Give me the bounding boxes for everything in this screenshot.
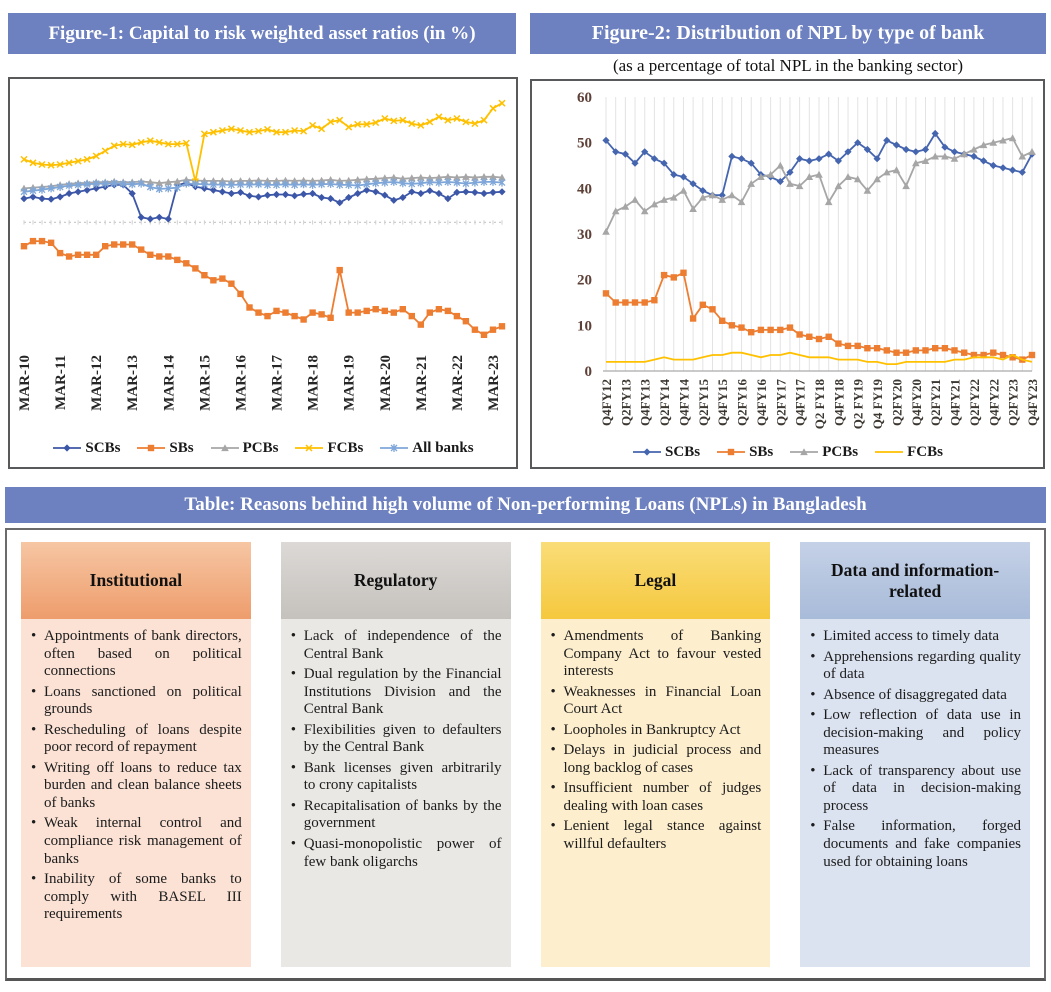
legend-marker-all-banks-icon — [379, 442, 409, 454]
legend-marker-fcbs-icon — [874, 446, 904, 458]
x-axis-tick: MAR-15 — [197, 355, 214, 411]
x-axis-tick: MAR-11 — [53, 355, 70, 410]
legend-label: SBs — [749, 443, 774, 460]
column-header-institutional: Institutional — [21, 542, 251, 619]
y-axis-tick: 10 — [577, 318, 592, 335]
y-axis-tick: 50 — [577, 135, 592, 152]
bullet-list — [809, 628, 1021, 871]
bullet-list — [290, 628, 502, 871]
figure2-title-band — [530, 13, 1046, 54]
bullet-item: • Inability of some banks to comply with BASEL III requirements — [30, 871, 242, 924]
x-axis-tick: MAR-14 — [161, 355, 178, 411]
bullet-item: • Amendments of Banking Company Act to favour vested interests — [550, 628, 762, 681]
table-column-regulatory — [281, 542, 511, 967]
legend-label: PCBs — [822, 443, 859, 460]
legend-label: FCBs — [327, 439, 364, 456]
legend-label: All banks — [412, 439, 474, 456]
npl-reasons-table — [5, 528, 1046, 981]
x-axis-tick: MAR-17 — [269, 355, 286, 411]
legend-label: SCBs — [665, 443, 701, 460]
legend-marker-sbs-icon — [136, 442, 166, 454]
table-column-data-and-information-related — [800, 542, 1030, 967]
bullet-item: • False information, forged documents and fake companies used for obtaining loans — [809, 818, 1021, 871]
legend-item-fcbs — [874, 444, 943, 461]
figure2-title: Figure-2: Distribution of NPL by type of bank — [591, 22, 985, 44]
table-title-band — [5, 487, 1046, 523]
x-axis-tick: MAR-21 — [413, 355, 430, 411]
bullet-item: • Writing off loans to reduce tax burden and clean balance sheets of banks — [30, 760, 242, 813]
x-axis-tick: Q2FY15 — [695, 379, 711, 426]
bullet-list — [550, 628, 762, 854]
x-axis-tick: MAR-22 — [449, 355, 466, 411]
y-axis-tick: 20 — [577, 272, 592, 289]
legend-item-sbs — [716, 444, 773, 461]
bullet-item: • Apprehensions regarding quality of data — [809, 649, 1021, 684]
npl-distribution-by-bank-type-plot — [532, 81, 1043, 429]
legend-marker-sbs-icon — [716, 446, 746, 458]
x-axis-tick: Q4FY12 — [599, 379, 614, 426]
column-header-legal: Legal — [541, 542, 771, 619]
x-axis-tick: Q4FY16 — [753, 379, 769, 426]
bullet-item: • Insufficient number of judges dealing with loan cases — [550, 780, 762, 815]
legend-label: FCBs — [907, 443, 943, 460]
x-axis-tick: MAR-16 — [233, 355, 250, 411]
x-axis-tick: Q4FY18 — [831, 379, 847, 426]
legend-label: SBs — [169, 439, 194, 456]
column-header-data-and-information-related: Data and information-related — [800, 542, 1030, 619]
chart-legend — [10, 426, 516, 470]
legend-item-all-banks — [379, 440, 473, 457]
y-axis-tick: 0 — [584, 364, 592, 380]
figure1-title-band — [8, 13, 516, 54]
bullet-item: • Absence of disaggregated data — [809, 687, 1021, 705]
bullet-list — [30, 628, 242, 924]
x-axis-tick: MAR-20 — [377, 355, 394, 411]
bullet-item: • Lenient legal stance against willful defaulters — [550, 818, 762, 853]
y-axis-tick: 60 — [577, 90, 592, 106]
y-axis-tick: 40 — [577, 181, 592, 198]
legend-label: PCBs — [242, 439, 279, 456]
x-axis-tick: Q2 FY19 — [850, 379, 866, 429]
capital-to-rwa-ratios-plot — [10, 79, 516, 421]
x-axis-tick: Q2 FY18 — [812, 379, 827, 429]
legend-item-fcbs — [294, 440, 363, 457]
bullet-item: • Delays in judicial process and long backlog of cases — [550, 742, 762, 777]
table-columns — [7, 530, 1044, 979]
legend-item-pcbs — [789, 444, 858, 461]
x-axis-tick: Q4FY20 — [908, 379, 924, 426]
column-body-legal — [541, 619, 771, 967]
bullet-item: • Dual regulation by the Financial Institutions Division and the Central Bank — [290, 666, 502, 719]
bullet-item: • Loopholes in Bankruptcy Act — [550, 722, 762, 740]
bullet-item: • Quasi-monopolistic power of few bank oligarchs — [290, 836, 502, 871]
chart-legend — [532, 434, 1043, 470]
y-axis-tick: 30 — [577, 227, 592, 243]
x-axis-tick: Q4FY22 — [986, 379, 1002, 426]
figure1-chart — [8, 77, 518, 469]
x-axis-tick: Q4FY15 — [715, 379, 731, 426]
x-axis-tick: Q2FY14 — [657, 379, 673, 426]
x-axis-tick: Q4FY21 — [947, 379, 963, 426]
x-axis-tick: Q2FY23 — [1005, 379, 1021, 426]
legend-item-sbs — [136, 440, 193, 457]
x-axis-tick: Q2FY13 — [618, 379, 634, 426]
x-axis-tick: MAR-13 — [125, 355, 142, 411]
legend-marker-pcbs-icon — [210, 442, 240, 454]
bullet-item: • Flexibilities given to defaulters by the Central Bank — [290, 722, 502, 757]
table-column-institutional — [21, 542, 251, 967]
x-axis-tick: MAR-10 — [17, 355, 33, 411]
bullet-item: • Appointments of bank directors, often based on political connections — [30, 628, 242, 681]
series-line-fcbs — [24, 103, 502, 181]
bullet-item: • Loans sanctioned on political grounds — [30, 684, 242, 719]
legend-item-pcbs — [210, 440, 279, 457]
x-axis-tick: MAR-19 — [341, 355, 358, 411]
column-header-regulatory: Regulatory — [281, 542, 511, 619]
x-axis-tick: MAR-12 — [89, 355, 106, 411]
column-body-data-and-information-related — [800, 619, 1030, 967]
bullet-item: • Weaknesses in Financial Loan Court Act — [550, 684, 762, 719]
bullet-item: • Low reflection of data use in decision-making and policy measures — [809, 707, 1021, 760]
bullet-item: • Weak internal control and compliance risk management of banks — [30, 815, 242, 868]
x-axis-tick: Q2FY16 — [734, 379, 750, 426]
legend-marker-scbs-icon — [632, 446, 662, 458]
bullet-item: • Limited access to timely data — [809, 628, 1021, 646]
figure2-subtitle: (as a percentage of total NPL in the banking sector) — [612, 56, 964, 75]
x-axis-tick: MAR-23 — [486, 355, 502, 411]
x-axis-tick: Q4FY14 — [676, 379, 692, 426]
x-axis-tick: Q4FY13 — [637, 379, 653, 426]
legend-marker-fcbs-icon — [294, 442, 324, 454]
x-axis-tick: Q4FY17 — [792, 379, 808, 426]
x-axis-tick: MAR-18 — [305, 355, 322, 411]
legend-item-scbs — [52, 440, 120, 457]
x-axis-tick: Q2FY21 — [928, 379, 944, 426]
x-axis-tick: Q2FY20 — [889, 379, 905, 426]
legend-item-scbs — [632, 444, 700, 461]
legend-label: SCBs — [85, 439, 121, 456]
x-axis-tick: Q2FY17 — [773, 379, 789, 426]
bullet-item: • Lack of independence of the Central Bank — [290, 628, 502, 663]
legend-marker-scbs-icon — [52, 442, 82, 454]
figure2-chart — [530, 79, 1045, 469]
bullet-item: • Recapitalisation of banks by the government — [290, 798, 502, 833]
bullet-item: • Lack of transparency about use of data in decision-making process — [809, 763, 1021, 816]
bullet-item: • Bank licenses given arbitrarily to crony capitalists — [290, 760, 502, 795]
legend-marker-pcbs-icon — [789, 446, 819, 458]
x-axis-tick: Q2FY22 — [966, 379, 982, 426]
figure1-title: Figure-1: Capital to risk weighted asset ratios (in %) — [48, 22, 476, 44]
column-body-regulatory — [281, 619, 511, 967]
column-body-institutional — [21, 619, 251, 967]
bullet-item: • Rescheduling of loans despite poor record of repayment — [30, 722, 242, 757]
table-title: Table: Reasons behind high volume of Non-performing Loans (NPLs) in Bangladesh — [184, 494, 867, 515]
x-axis-tick: Q4 FY19 — [870, 379, 886, 429]
x-axis-tick: Q4FY23 — [1025, 379, 1040, 426]
table-column-legal — [541, 542, 771, 967]
